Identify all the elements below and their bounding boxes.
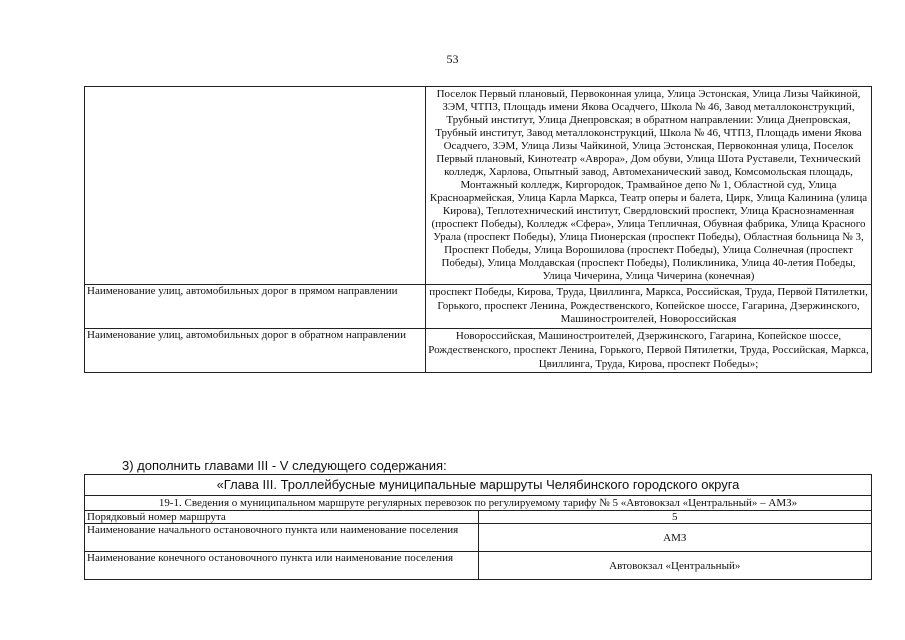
table-row: [85, 285, 872, 329]
section-title: 19-1. Сведения о муниципальном маршруте регулярных перевозок по регулируемому тарифу № 5 «Автовокзал «Центральный» – АМЗ»: [85, 496, 872, 511]
table-row: [85, 511, 872, 524]
table-row: [85, 475, 872, 496]
empty-label-cell: [85, 87, 426, 285]
page-number: 53: [446, 52, 459, 66]
reverse-streets-value: Новороссийская, Машиностроителей, Дзержинского, Гагарина, Копейское шоссе, Рождественского, проспект Ленина, Горького, Первой Пятилетки, Труда, Российская, Маркса, Цвиллинга, Труда, Кирова, проспект Победы»;: [426, 329, 872, 373]
route-number-label: Порядковый номер маршрута: [85, 511, 479, 524]
route-stops-cell: Поселок Первый плановый, Первоконная улица, Улица Эстонская, Улица Лизы Чайкиной, ЗЭМ, ЧТПЗ, Площадь имени Якова Осадчего, Школа № 46, Завод металлоконструкций, Трубный институт, Улица Днепровская; в обратном направлении: Улица Днепровская, Трубный институт, Завод металлоконструкций, Школа № 46, ЧТПЗ, Площадь имени Якова Осадчего, ЗЭМ, Улица Лизы Чайкиной, Улица Эстонская, Первоконная улица, Поселок Первый плановый, Кинотеатр «Аврора», Дом обуви, Улица Шота Руставели, Технический колледж, Харлова, Опытный завод, Автомеханический завод, Комсомольская площадь, Монтажный колледж, Киргородок, Трамвайное депо № 1, Областной суд, Улица Красноармейская, Улица Карла Маркса, Театр оперы и балета, Цирк, Улица Калинина (улица Кирова), Теплотехнический институт, Свердловский проспект, Улица Краснознаменная (проспект Победы), Колледж «Сфера», Улица Тепличная, Обувная фабрика, Улица Красного Урала (проспект Победы), Улица Пионерская (проспект Победы), Областная больница № 3, Проспект Победы, Улица Ворошилова (проспект Победы), Улица Солнечная (проспект Победы), Улица Молдавская (проспект Победы), Поликлиника, Улица 40-летия Победы, Улица Чичерина, Улица Чичерина (конечная): [426, 87, 872, 285]
reverse-streets-label: Наименование улиц, автомобильных дорог в обратном направлении: [85, 329, 426, 373]
end-stop-value: Автовокзал «Центральный»: [478, 552, 872, 580]
forward-streets-label: Наименование улиц, автомобильных дорог в прямом направлении: [85, 285, 426, 329]
forward-streets-value: проспект Победы, Кирова, Труда, Цвиллинга, Маркса, Российская, Труда, Первой Пятилетки, Горького, проспект Ленина, Рождественского, Копейское шоссе, Гагарина, Дзержинского, Машиностроителей, Новороссийская: [426, 285, 872, 329]
start-stop-value: АМЗ: [478, 524, 872, 552]
start-stop-label: Наименование начального остановочного пункта или наименование поселения: [85, 524, 479, 552]
table-row: [85, 496, 872, 511]
end-stop-label: Наименование конечного остановочного пункта или наименование поселения: [85, 552, 479, 580]
amendment-line: 3) дополнить главами III - V следующего содержания:: [122, 458, 447, 473]
table-row: [85, 329, 872, 373]
table-row: [85, 524, 872, 552]
route-number-value: 5: [478, 511, 872, 524]
table-row: [85, 552, 872, 580]
route-details-table: [84, 86, 872, 373]
chapter-title: «Глава III. Троллейбусные муниципальные маршруты Челябинского городского округа: [85, 475, 872, 496]
route-19-1-table: [84, 474, 872, 580]
table-row: [85, 87, 872, 285]
